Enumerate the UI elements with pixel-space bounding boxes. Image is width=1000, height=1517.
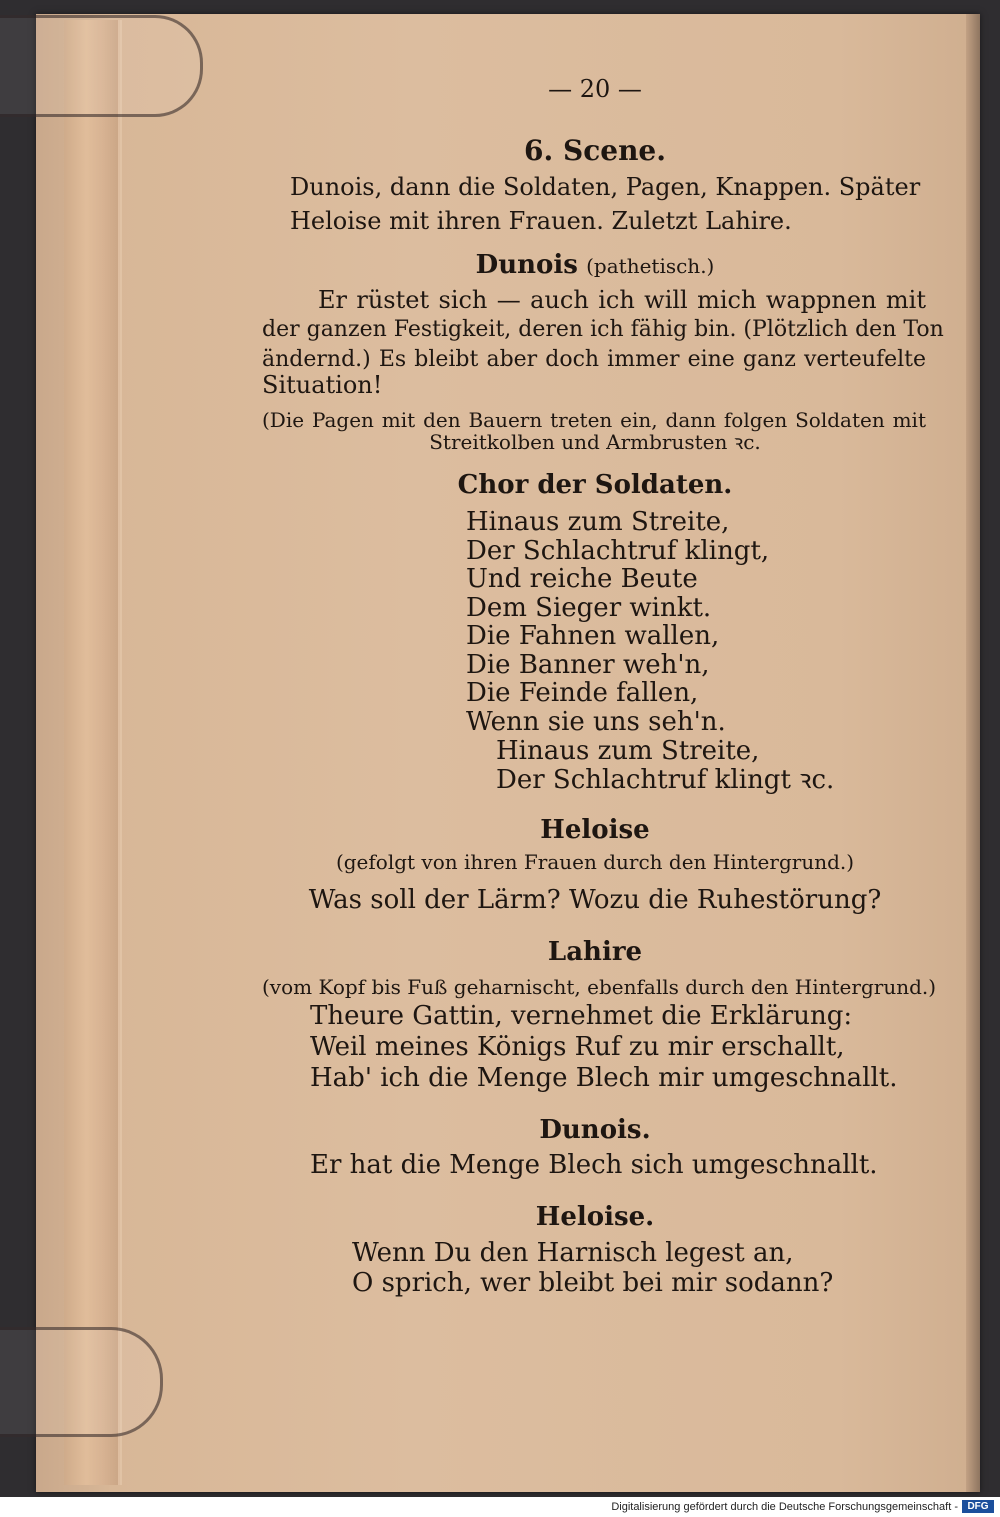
chorus-heading: Chor der Soldaten. bbox=[457, 470, 733, 500]
verse-line: Und reiche Beute bbox=[466, 564, 698, 594]
page-number: — 20 — bbox=[548, 75, 642, 103]
verse-line: Die Feinde fallen, bbox=[466, 678, 699, 708]
speaker-name: Dunois bbox=[475, 250, 578, 280]
speaker-name: Heloise. bbox=[535, 1202, 655, 1232]
stage-direction-line-1: (Die Pagen mit den Bauern treten ein, dann folgen Soldaten mit bbox=[262, 408, 926, 432]
verse-line: Der Schlachtruf klingt ꝛc. bbox=[496, 765, 835, 795]
dialogue-line: der ganzen Festigkeit, deren ich fähig bin. (Plötzlich den Ton bbox=[262, 317, 944, 342]
stage-direction: (pathetisch.) bbox=[586, 254, 715, 278]
dialogue-line: Er rüstet sich — auch ich will mich wappnen mit bbox=[318, 286, 926, 314]
verse-line: Die Banner weh'n, bbox=[466, 650, 710, 680]
verse-line: Hab' ich die Menge Blech mir umgeschnallt. bbox=[310, 1063, 898, 1093]
cast-line-1: Dunois, dann die Soldaten, Pagen, Knappen. Später bbox=[290, 173, 921, 201]
stage-direction: (gefolgt von ihren Frauen durch den Hintergrund.) bbox=[335, 850, 855, 874]
verse-line: Der Schlachtruf klingt, bbox=[466, 536, 770, 566]
verse-line: Die Fahnen wallen, bbox=[466, 621, 720, 651]
speaker-name: Heloise bbox=[540, 815, 650, 845]
dialogue-line: Was soll der Lärm? Wozu die Ruhestörung? bbox=[308, 885, 882, 915]
speaker-heading bbox=[260, 250, 930, 280]
dialogue-line: Situation! bbox=[262, 371, 383, 399]
verse-line: Hinaus zum Streite, bbox=[466, 507, 730, 537]
verse-line: Wenn sie uns seh'n. bbox=[466, 707, 726, 737]
speaker-name: Dunois. bbox=[539, 1115, 651, 1145]
dfg-logo: DFG bbox=[962, 1500, 994, 1513]
dialogue-line: ändernd.) Es bleibt aber doch immer eine ganz verteufelte bbox=[262, 347, 926, 372]
verse-line: Hinaus zum Streite, bbox=[496, 736, 760, 766]
verse-line: Weil meines Königs Ruf zu mir erschallt, bbox=[310, 1032, 845, 1062]
stage-direction-line-2: Streitkolben und Armbrusten ꝛc. bbox=[429, 430, 761, 454]
speaker-name: Lahire bbox=[547, 937, 643, 967]
verse-line: Dem Sieger winkt. bbox=[466, 593, 712, 623]
funding-notice: Digitalisierung gefördert durch die Deutsche Forschungsgemeinschaft - bbox=[611, 1501, 958, 1513]
dialogue-line: Er hat die Menge Blech sich umgeschnallt. bbox=[310, 1150, 878, 1180]
verse-line: Wenn Du den Harnisch legest an, bbox=[352, 1238, 794, 1268]
stage-direction: (vom Kopf bis Fuß geharnischt, ebenfalls durch den Hintergrund.) bbox=[262, 975, 937, 999]
verse-line: O sprich, wer bleibt bei mir sodann? bbox=[352, 1268, 834, 1298]
cast-line-2: Heloise mit ihren Frauen. Zuletzt Lahire. bbox=[290, 207, 792, 235]
scene-title: 6. Scene. bbox=[524, 134, 666, 167]
verse-line: Theure Gattin, vernehmet die Erklärung: bbox=[310, 1001, 853, 1031]
